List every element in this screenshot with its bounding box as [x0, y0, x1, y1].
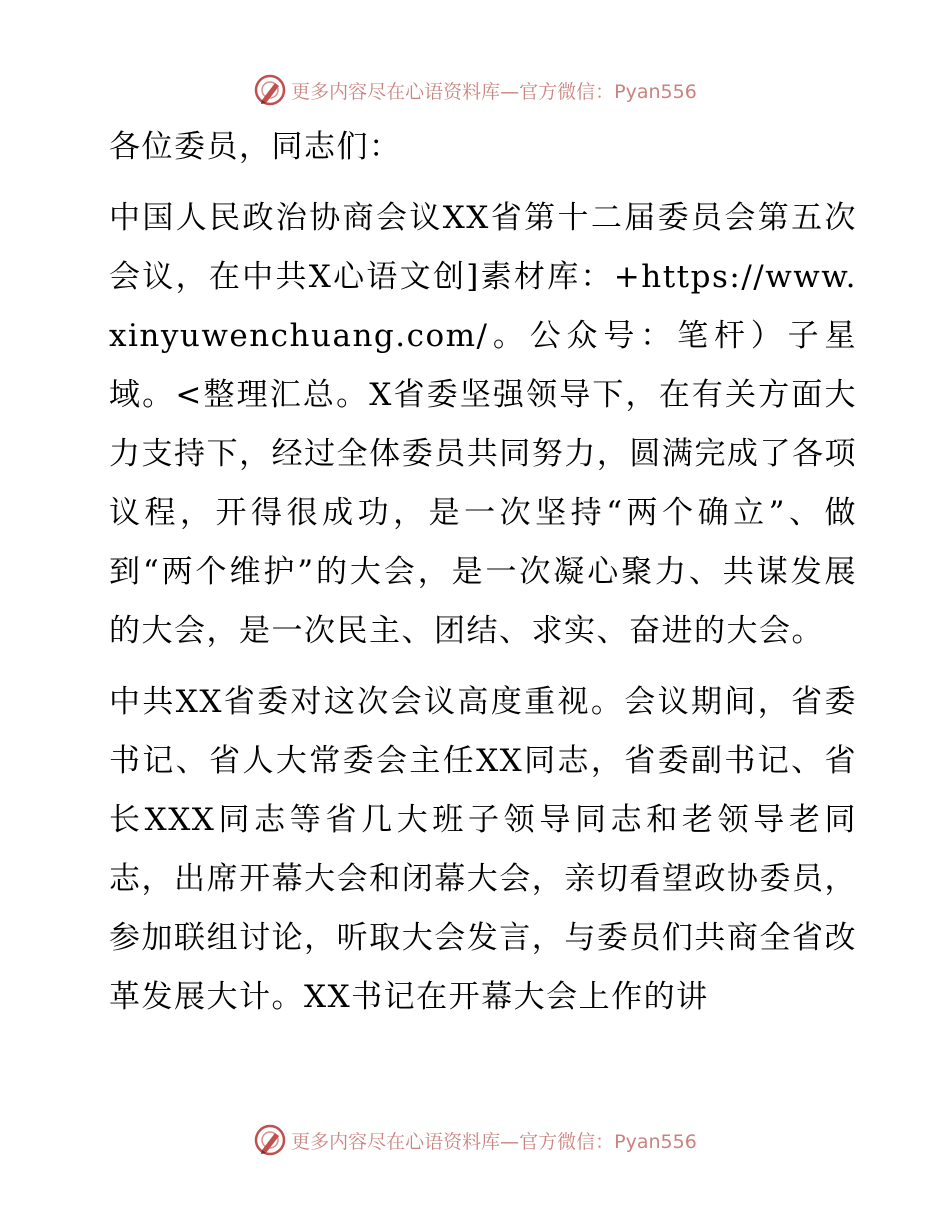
header-watermark: [0, 70, 950, 110]
pen-logo-icon: [253, 73, 287, 107]
document-body: [97, 118, 857, 1027]
pen-logo-icon: [253, 1123, 287, 1157]
paragraph-2: 中共XX省委对这次会议高度重视。会议期间，省委书记、省人大常委会主任XX同志，省委副书记、省长XXX同志等省几大班子领导同志和老领导老同志，出席开幕大会和闭幕大会，亲切看望政协委员，参加联组讨论，听取大会发言，与委员们共商全省改革发展大计。XX书记在开幕大会上作的讲: [109, 684, 857, 1015]
paragraph-1: 中国人民政治协商会议XX省第十二届委员会第五次会议，在中共X心语文创]素材库：+https://www.xinyuwenchuang.com/。公众号：笔杆）子星域。<整理汇总。X省委坚强领导下，在有关方面大力支持下，经过全体委员共同努力，圆满完成了各项议程，开得很成功，是一次坚持“两个确立”、做到“两个维护”的大会，是一次凝心聚力、共谋发展的大会，是一次民主、团结、求实、奋进的大会。: [109, 200, 857, 649]
footer-watermark: [0, 1120, 950, 1160]
salutation: 各位委员，同志们：: [109, 129, 402, 165]
watermark-text: 更多内容尽在心语资料库—官方微信：Pyan556: [291, 80, 697, 103]
watermark-text: 更多内容尽在心语资料库—官方微信：Pyan556: [291, 1130, 697, 1153]
